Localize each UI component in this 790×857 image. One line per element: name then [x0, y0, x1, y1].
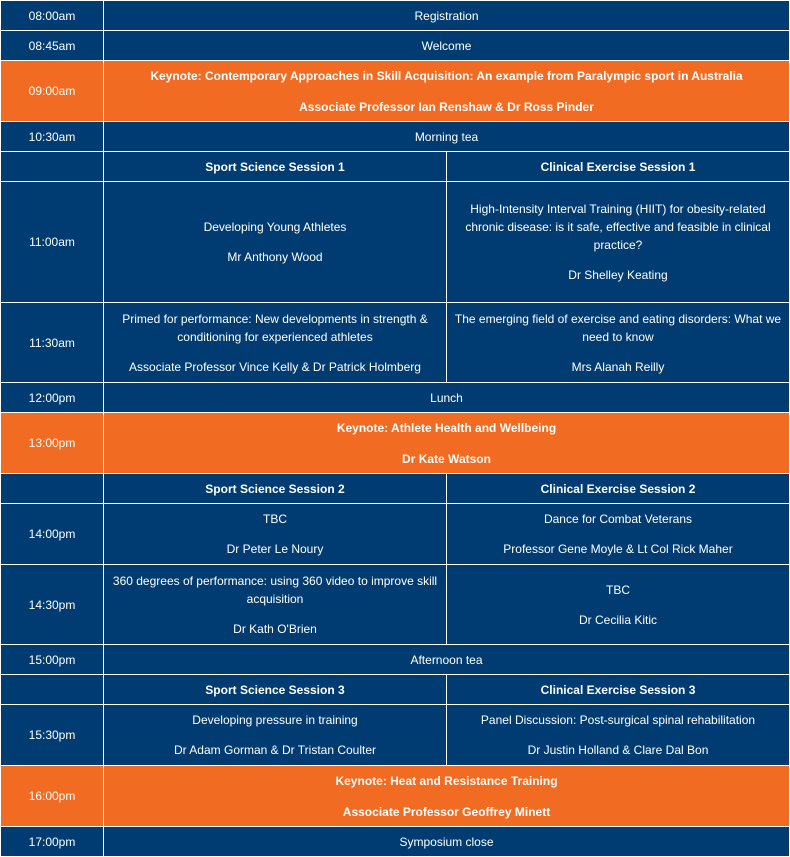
- row-1130: [1, 303, 790, 383]
- time-cell: 12:00pm: [1, 383, 104, 413]
- talk-title: 360 degrees of performance: using 360 video to improve skill acquisition: [112, 573, 438, 606]
- talk-title: Developing pressure in training: [192, 713, 358, 727]
- time-cell: 17:00pm: [1, 827, 104, 857]
- row-keynote-3: [1, 766, 790, 827]
- keynote-3: [104, 766, 790, 827]
- row-keynote-2: [1, 413, 790, 474]
- keynote-speaker: Associate Professor Ian Renshaw & Dr Ross Pinder: [299, 99, 594, 114]
- talk-speaker: Mrs Alanah Reilly: [571, 359, 665, 374]
- talk-cell: [447, 504, 790, 565]
- session-header-clinical-exercise-3: Clinical Exercise Session 3: [447, 675, 790, 705]
- talk-speaker: Dr Adam Gorman & Dr Tristan Coulter: [173, 743, 377, 757]
- session-header-sport-science-2: Sport Science Session 2: [104, 474, 447, 504]
- talk-title: TBC: [263, 512, 287, 526]
- time-cell-empty: [1, 152, 104, 182]
- session-header-clinical-exercise-2: Clinical Exercise Session 2: [447, 474, 790, 504]
- talk-cell: [104, 705, 447, 766]
- time-cell: 11:00am: [1, 182, 104, 303]
- event-lunch: Lunch: [104, 383, 790, 413]
- talk-cell: [104, 303, 447, 383]
- talk-speaker: Professor Gene Moyle & Lt Col Rick Maher: [503, 542, 733, 556]
- keynote-speaker: Associate Professor Geoffrey Minett: [342, 804, 551, 819]
- row-registration: [1, 1, 790, 31]
- session-header-sport-science-1: Sport Science Session 1: [104, 152, 447, 182]
- time-cell: 16:00pm: [1, 766, 104, 827]
- talk-title: Developing Young Athletes: [203, 220, 347, 234]
- talk-speaker: Mr Anthony Wood: [227, 250, 323, 264]
- talk-cell: [104, 565, 447, 645]
- event-morning-tea: Morning tea: [104, 122, 790, 152]
- time-cell: 08:00am: [1, 1, 104, 31]
- session-header-clinical-exercise-1: Clinical Exercise Session 1: [447, 152, 790, 182]
- row-morning-tea: [1, 122, 790, 152]
- row-1530: [1, 705, 790, 766]
- talk-title: The emerging field of exercise and eating disorders: What we need to know: [454, 311, 782, 344]
- row-1430: [1, 565, 790, 645]
- talk-speaker: Dr Peter Le Noury: [226, 542, 324, 556]
- talk-cell: [447, 705, 790, 766]
- talk-title: Dance for Combat Veterans: [543, 512, 693, 526]
- row-1100: [1, 182, 790, 303]
- time-cell: 11:30am: [1, 303, 104, 383]
- keynote-speaker: Dr Kate Watson: [402, 451, 491, 466]
- time-cell-empty: [1, 474, 104, 504]
- time-cell: 14:30pm: [1, 565, 104, 645]
- time-cell: 15:00pm: [1, 645, 104, 675]
- time-cell: 13:00pm: [1, 413, 104, 474]
- time-cell-empty: [1, 675, 104, 705]
- talk-cell: [447, 565, 790, 645]
- event-welcome: Welcome: [104, 31, 790, 61]
- keynote-2: [104, 413, 790, 474]
- talk-speaker: Dr Cecilia Kitic: [578, 612, 657, 627]
- keynote-title: Keynote: Athlete Health and Wellbeing: [336, 420, 557, 435]
- talk-cell: [447, 303, 790, 383]
- keynote-title: Keynote: Contemporary Approaches in Skill Acquisition: An example from Paralympic sport in Australia: [150, 68, 743, 83]
- row-1400: [1, 504, 790, 565]
- talk-title: TBC: [606, 582, 630, 597]
- event-symposium-close: Symposium close: [104, 827, 790, 857]
- talk-title: Panel Discussion: Post-surgical spinal rehabilitation: [480, 713, 756, 727]
- session-header-sport-science-3: Sport Science Session 3: [104, 675, 447, 705]
- keynote-1: [104, 61, 790, 122]
- keynote-title: Keynote: Heat and Resistance Training: [335, 773, 558, 788]
- time-cell: 15:30pm: [1, 705, 104, 766]
- row-session-1-header: [1, 152, 790, 182]
- talk-speaker: Dr Shelley Keating: [568, 268, 668, 282]
- row-symposium-close: [1, 827, 790, 857]
- talk-speaker: Dr Kath O'Brien: [233, 621, 317, 636]
- event-afternoon-tea: Afternoon tea: [104, 645, 790, 675]
- talk-cell: [447, 182, 790, 303]
- talk-cell: [104, 182, 447, 303]
- talk-cell: [104, 504, 447, 565]
- row-afternoon-tea: [1, 645, 790, 675]
- row-session-3-header: [1, 675, 790, 705]
- time-cell: 14:00pm: [1, 504, 104, 565]
- talk-title: Primed for performance: New developments in strength & conditioning for experienced athletes: [122, 311, 428, 344]
- time-cell: 10:30am: [1, 122, 104, 152]
- time-cell: 08:45am: [1, 31, 104, 61]
- row-session-2-header: [1, 474, 790, 504]
- row-keynote-1: [1, 61, 790, 122]
- row-lunch: [1, 383, 790, 413]
- talk-title: High-Intensity Interval Training (HIIT) for obesity-related chronic disease: is it safe, effective and feasible in clinical practice?: [465, 202, 771, 252]
- row-welcome: [1, 31, 790, 61]
- time-cell: 09:00am: [1, 61, 104, 122]
- event-registration: Registration: [104, 1, 790, 31]
- talk-speaker: Dr Justin Holland & Clare Dal Bon: [527, 743, 709, 757]
- talk-speaker: Associate Professor Vince Kelly & Dr Patrick Holmberg: [129, 359, 421, 374]
